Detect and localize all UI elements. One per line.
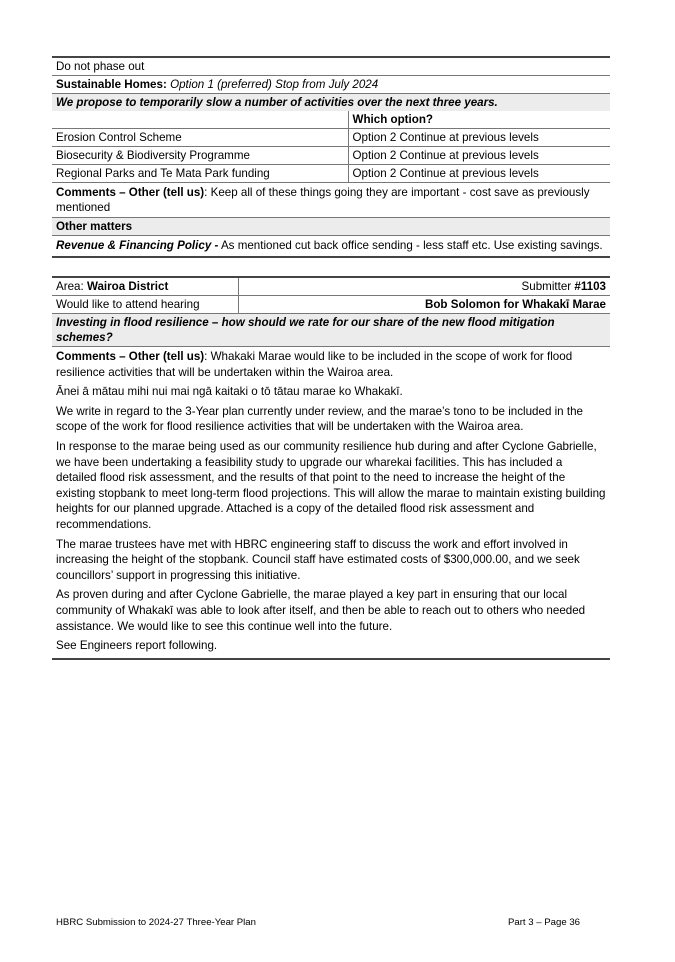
which-option-header: Which option? — [348, 111, 610, 129]
submission-table-2 — [52, 276, 610, 660]
option-cell: Option 2 Continue at previous levels — [348, 165, 610, 183]
slow-activities-heading: We propose to temporarily slow a number of activities over the next three years. — [56, 96, 498, 109]
comments-paragraph — [56, 349, 606, 380]
table-row — [52, 129, 610, 147]
activity-cell: Erosion Control Scheme — [52, 129, 348, 147]
body-paragraph: In response to the marae being used as our community resilience hub during and after Cyclone Gabrielle, we have been undertaking a feasibility study to upgrade our wharekai facilities. This has included a detailed flood risk assessment, and the results of that point to the need to increase the height of the existing stopbank to meet long-term flood projections. This will allow the marae to maintain existing building heights for our planned upgrade. Attached is a copy of the detailed flood risk assessment and recommendations. — [56, 439, 606, 531]
body-paragraph: The marae trustees have met with HBRC engineering staff to discuss the work and effort involved in increasing the height of the stopbank. Council staff have estimated costs of $300,000.00, and we seek councillors’ support in progressing this initiative. — [56, 537, 580, 582]
activity-cell: Regional Parks and Te Mata Park funding — [52, 165, 348, 183]
revenue-row — [52, 236, 610, 258]
submitter-cell — [238, 277, 610, 296]
body-paragraph: We write in regard to the 3-Year plan currently under review, and the marae’s tono to be included in the scope of the work for flood resilience activities that will be undertaken with the Wairoa area. — [56, 404, 583, 434]
body-paragraph: See Engineers report following. — [56, 639, 218, 653]
submitter-name: Bob Solomon for Whakakī Marae — [238, 296, 610, 314]
option-cell: Option 2 Continue at previous levels — [348, 129, 610, 147]
comments-row — [52, 183, 610, 218]
submitter-label: Submitter — [521, 280, 575, 293]
comments-text: : Whakaki Marae would like to be included in the scope of work for flood resilience activities that will be undertaken within the Wairoa area. — [56, 350, 573, 379]
body-paragraph: As proven during and after Cyclone Gabrielle, the marae played a key part in ensuring that our local community of Whakakī was able to look after itself, and then be able to reach out to others who needed assistance. We would like to see this continue well into the future. — [56, 588, 586, 633]
table-row — [52, 147, 610, 165]
area-cell — [52, 277, 238, 296]
area-value: Wairoa District — [86, 280, 169, 293]
comments-label: Comments – Other (tell us) — [56, 186, 205, 199]
comments-text: : Keep all of these things going they are important - cost save as previously mentioned — [56, 186, 590, 214]
comments-label: Comments – Other (tell us) — [56, 350, 205, 363]
activity-cell: Biosecurity & Biodiversity Programme — [52, 147, 348, 165]
flood-resilience-heading: Investing in flood resilience – how should we rate for our share of the new flood mitigation schemes? — [52, 314, 610, 347]
table-row — [52, 165, 610, 183]
sustainable-homes-row — [52, 76, 610, 94]
submitter-number: #1103 — [574, 280, 606, 293]
revenue-text: As mentioned cut back office sending - less staff etc. Use existing savings. — [218, 239, 603, 252]
footer-page-number: Part 3 – Page 36 — [508, 917, 581, 928]
body-paragraph: Ānei ā mātau mihi nui mai ngā kaitaki o tō tātau marae ko Whakakī. — [56, 385, 403, 399]
submission-body — [52, 347, 610, 659]
footer-title: HBRC Submission to 2024-27 Three-Year Plan — [56, 917, 256, 928]
sustainable-homes-label: Sustainable Homes: — [56, 78, 167, 91]
document-page — [52, 56, 610, 660]
area-label: Area: — [56, 280, 87, 293]
other-matters-heading: Other matters — [56, 220, 133, 233]
hearing-status: Would like to attend hearing — [52, 296, 238, 314]
sustainable-homes-value: Option 1 (preferred) Stop from July 2024 — [170, 78, 379, 91]
option-cell: Option 2 Continue at previous levels — [348, 147, 610, 165]
activity-header-empty — [52, 111, 348, 129]
do-not-phase-out: Do not phase out — [52, 57, 610, 76]
submission-table-1 — [52, 56, 610, 258]
revenue-label: Revenue & Financing Policy - — [56, 239, 219, 252]
